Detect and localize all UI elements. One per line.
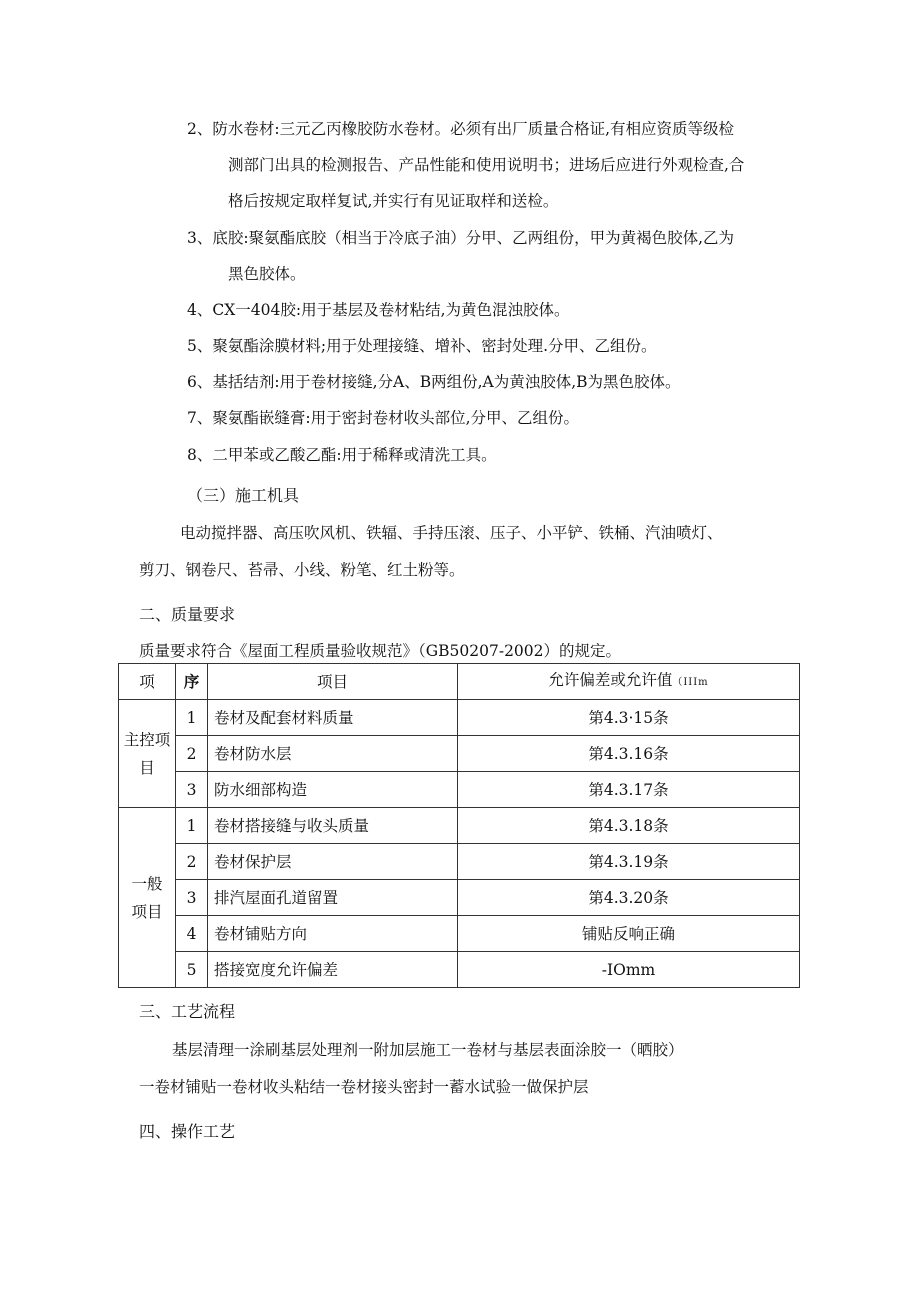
header-tolerance-unit: （IIIm [672, 677, 709, 688]
row-item: 防水细部构造 [208, 772, 458, 808]
tools-heading: （三）施工机具 [187, 486, 300, 505]
row-item: 搭接宽度允许偏差 [208, 952, 458, 988]
row-value: 第4.3.16条 [458, 736, 800, 772]
material-item-3-line-1: 3、底胶:聚氨酯底胶（相当于冷底子油）分甲、乙两组份，甲为黄褐色胶体,乙为 [187, 229, 735, 247]
header-number: 序 [176, 664, 208, 700]
header-tolerance [458, 664, 800, 700]
row-value: 第4.3.18条 [458, 808, 800, 844]
material-item-2-line-2: 测部门出具的检测报告、产品性能和使用说明书；进场后应进行外观检查,合 [228, 156, 745, 174]
quality-table [118, 663, 800, 988]
row-item: 卷材搭接缝与收头质量 [208, 808, 458, 844]
operation-heading: 四、操作工艺 [139, 1122, 236, 1141]
row-number: 1 [176, 700, 208, 736]
table-row [119, 880, 800, 916]
process-line-2: 一卷材铺贴一卷材收头粘结一卷材接头密封一蓄水试验一做保护层 [139, 1078, 589, 1096]
row-number: 2 [176, 736, 208, 772]
row-number: 2 [176, 844, 208, 880]
table-row [119, 808, 800, 844]
material-item-3-line-2: 黑色胶体。 [228, 265, 306, 283]
header-category: 项 [119, 664, 176, 700]
quality-intro: 质量要求符合《屋面工程质量验收规范》（GB50207-2002）的规定。 [139, 642, 622, 660]
tools-line-1: 电动搅拌器、高压吹风机、铁辐、手持压滚、压子、小平铲、铁桶、汽油喷灯、 [180, 524, 723, 542]
material-item-8: 8、二甲苯或乙酸乙酯:用于稀释或清洗工具。 [187, 446, 497, 464]
row-number: 4 [176, 916, 208, 952]
group-label-line: 目 [139, 758, 155, 777]
header-item: 项目 [208, 664, 458, 700]
row-value: 第4.3.17条 [458, 772, 800, 808]
group-label-line: 项目 [131, 902, 163, 921]
row-item: 卷材防水层 [208, 736, 458, 772]
process-heading: 三、工艺流程 [139, 1002, 236, 1021]
row-number: 3 [176, 880, 208, 916]
row-item: 卷材铺贴方向 [208, 916, 458, 952]
table-row [119, 916, 800, 952]
row-value: 第4.3·15条 [458, 700, 800, 736]
process-line-1: 基层清理一涂刷基层处理剂一附加层施工一卷材与基层表面涂胶一（晒胶） [172, 1041, 684, 1059]
material-item-6: 6、基括结剂:用于卷材接缝,分A、B两组份,A为黄浊胶体,B为黑色胶体。 [187, 373, 681, 391]
row-value: -IOmm [458, 952, 800, 988]
material-item-4: 4、CX一404胶:用于基层及卷材粘结,为黄色混浊胶体。 [187, 301, 570, 319]
row-value: 铺贴反响正确 [458, 916, 800, 952]
row-number: 1 [176, 808, 208, 844]
row-value: 第4.3.20条 [458, 880, 800, 916]
group-label-line: 主控项 [123, 730, 171, 749]
tools-line-2: 剪刀、钢卷尺、苔帚、小线、粉笔、红土粉等。 [139, 561, 465, 579]
group-label-line: 一般 [131, 874, 163, 893]
group-label-main-control [119, 700, 176, 808]
material-item-2-line-3: 格后按规定取样复试,并实行有见证取样和送检。 [228, 192, 559, 210]
quality-heading: 二、质量要求 [139, 605, 236, 624]
table-header-row [119, 664, 800, 700]
material-item-5: 5、聚氨酯涂膜材料;用于处理接缝、增补、密封处理.分甲、乙组份。 [187, 337, 657, 355]
material-item-7: 7、聚氨酯嵌缝膏:用于密封卷材收头部位,分甲、乙组份。 [187, 409, 580, 427]
row-number: 5 [176, 952, 208, 988]
row-item: 卷材及配套材料质量 [208, 700, 458, 736]
row-number: 3 [176, 772, 208, 808]
table-row [119, 736, 800, 772]
table-row [119, 844, 800, 880]
header-tolerance-label: 允许偏差或允许值 [548, 671, 673, 689]
group-label-general [119, 808, 176, 988]
material-item-2-line-1: 2、防水卷材:三元乙丙橡胶防水卷材。必须有出厂质量合格证,有相应资质等级检 [187, 120, 735, 138]
row-value: 第4.3.19条 [458, 844, 800, 880]
table-row [119, 700, 800, 736]
row-item: 卷材保护层 [208, 844, 458, 880]
row-item: 排汽屋面孔道留置 [208, 880, 458, 916]
table-row [119, 772, 800, 808]
table-row [119, 952, 800, 988]
